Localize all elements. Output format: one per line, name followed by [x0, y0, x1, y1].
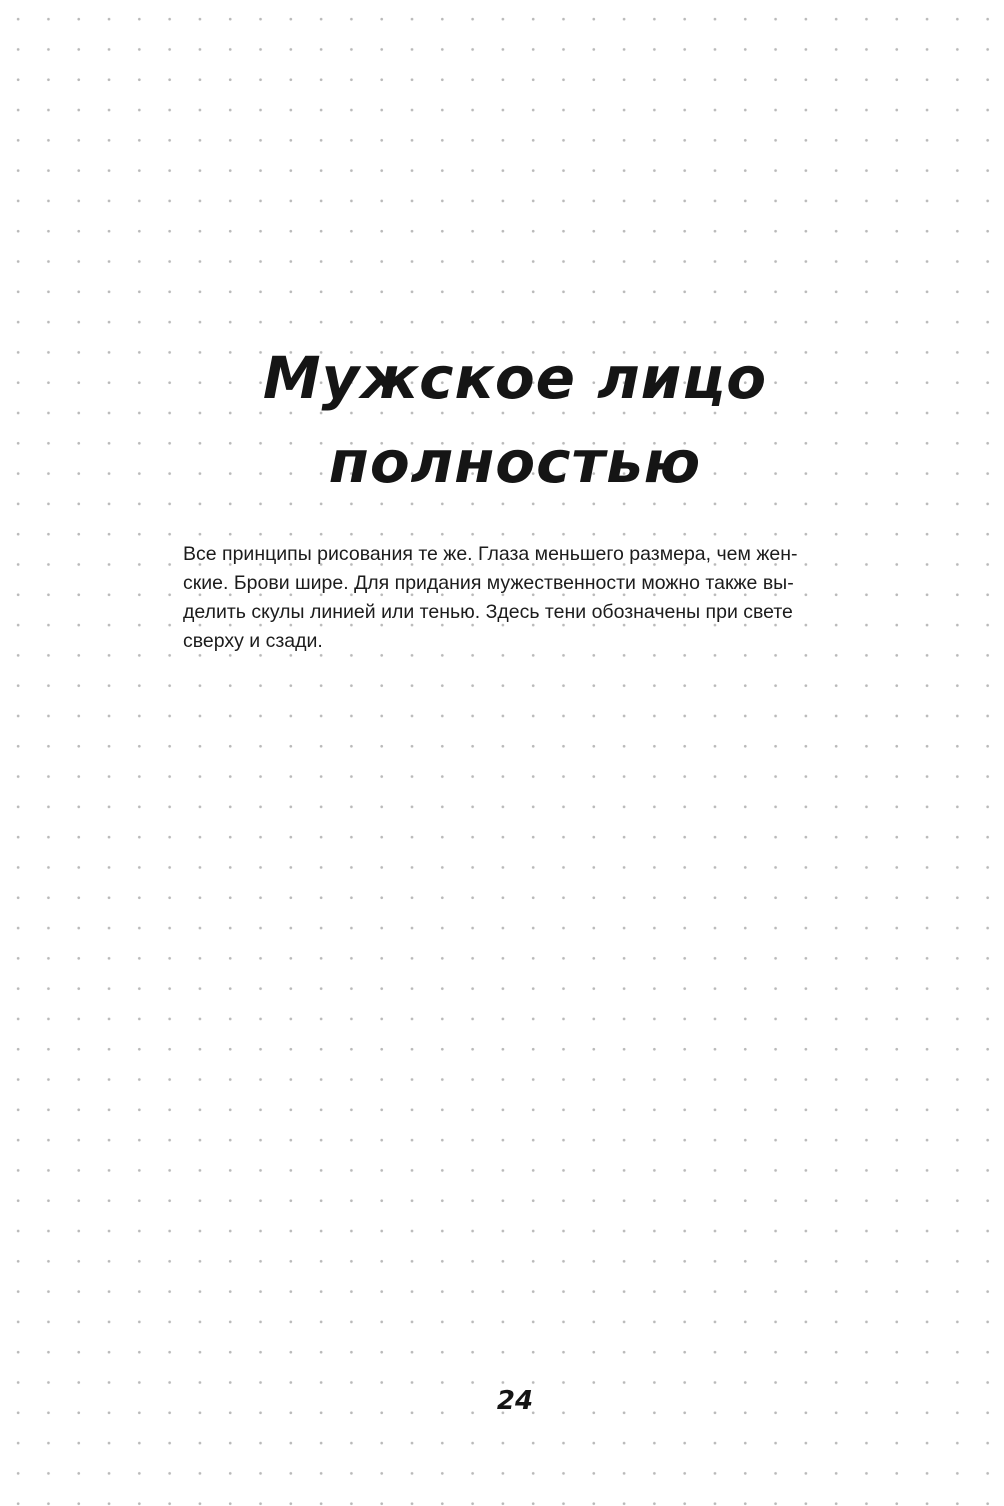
body-line-3: делить скулы линией или тенью. Здесь тени обозначены при свете — [183, 601, 793, 623]
body-line-4: сверху и сзади. — [183, 630, 323, 652]
title-line-1: Мужское лицо — [262, 344, 768, 412]
body-line-2: ские. Брови шире. Для придания мужественности можно также вы- — [183, 572, 794, 594]
page-title — [150, 336, 880, 504]
page-number: 24 — [496, 1386, 534, 1416]
body-line-1: Все принципы рисования те же. Глаза меньшего размера, чем жен- — [183, 543, 798, 565]
title-line-2: полностью — [328, 428, 702, 496]
body-paragraph — [183, 540, 859, 656]
